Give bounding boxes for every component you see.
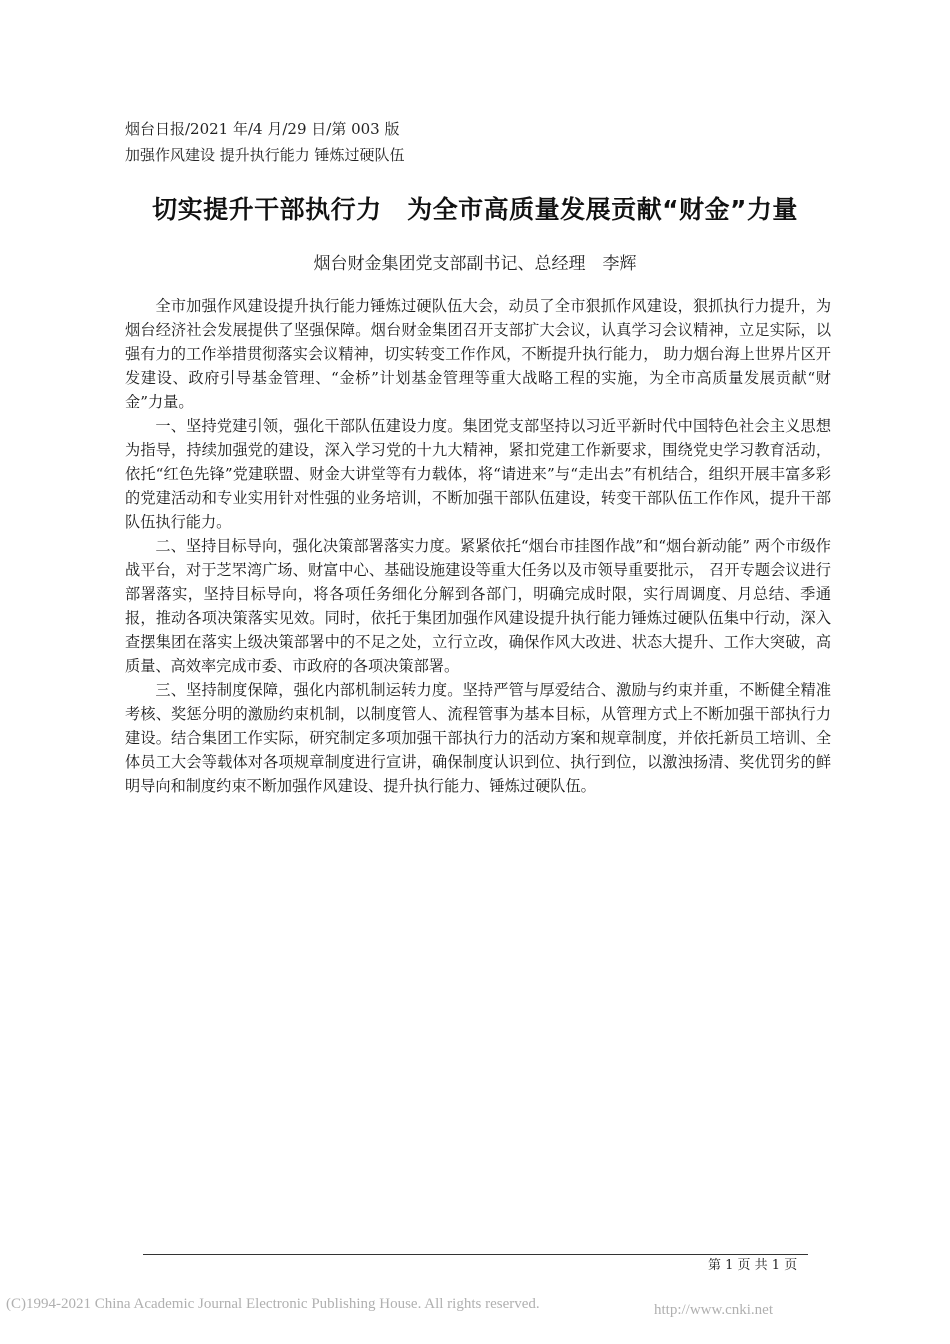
copyright-watermark: (C)1994-2021 China Academic Journal Electronic Publishing House. All rights reserved. — [6, 1296, 540, 1312]
article-title: 切实提升干部执行力 为全市高质量发展贡献“财金”力量 — [152, 195, 798, 224]
source-section-line: 加强作风建设 提升执行能力 锤炼过硬队伍 — [125, 146, 405, 164]
article-body — [125, 294, 831, 798]
article-author: 烟台财金集团党支部副书记、总经理 李辉 — [313, 254, 637, 274]
paragraph-institutional-guarantee: 三、坚持制度保障，强化内部机制运转力度。坚持严管与厚爱结合、激励与约束并重，不断健全精准考核、奖惩分明的激励约束机制，以制度管人、流程管事为基本目标，从管理方式上不断加强干部执行力建设。结合集团工作实际，研究制定多项加强干部执行力的活动方案和规章制度，并依托新员工培训、全体员工大会等载体对各项规章制度进行宣讲，确保制度认识到位、执行到位，以激浊扬清、奖优罚劣的鲜明导向和制度约束不断加强作风建设、提升执行能力、锤炼过硬队伍。 — [125, 681, 831, 795]
paragraph-intro: 全市加强作风建设提升执行能力锤炼过硬队伍大会，动员了全市狠抓作风建设，狠抓执行力提升，为烟台经济社会发展提供了坚强保障。烟台财金集团召开支部扩大会议，认真学习会议精神，立足实际，以强有力的工作举措贯彻落实会议精神，切实转变工作作风，不断提升执行能力， 助力烟台海上世界片区开发建设、政府引导基金管理、“金桥”计划基金管理等重大战略工程的实施，为全市高质量发展贡献“财金”力量。 — [125, 297, 831, 411]
paragraph-goal-orientation: 二、坚持目标导向，强化决策部署落实力度。紧紧依托“烟台市挂图作战”和“烟台新动能” 两个市级作战平台，对于芝罘湾广场、财富中心、基础设施建设等重大任务以及市领导重要批示， 召开专题会议进行部署落实，坚持目标导向，将各项任务细化分解到各部门，明确完成时限，实行周调度、月总结、季通报，推动各项决策落实见效。同时，依托于集团加强作风建设提升执行能力锤炼过硬队伍集中行动，深入查摆集团在落实上级决策部署中的不足之处，立行立改，确保作风大改进、状态大提升、工作大突破，高质量、高效率完成市委、市政府的各项决策部署。 — [125, 537, 831, 675]
paragraph-party-building: 一、坚持党建引领，强化干部队伍建设力度。集团党支部坚持以习近平新时代中国特色社会主义思想为指导，持续加强党的建设，深入学习党的十九大精神，紧扣党建工作新要求，围绕党史学习教育活动，依托“红色先锋”党建联盟、财金大讲堂等有力载体，将“请进来”与“走出去”有机结合，组织开展丰富多彩的党建活动和专业实用针对性强的业务培训，不断加强干部队伍建设，转变干部队伍工作作风，提升干部队伍执行能力。 — [125, 417, 831, 531]
cnki-url-watermark: http://www.cnki.net — [654, 1302, 774, 1318]
source-info — [125, 116, 405, 168]
source-publication-line: 烟台日报/2021 年/4 月/29 日/第 003 版 — [125, 120, 400, 138]
page-number: 第 1 页 共 1 页 — [708, 1258, 798, 1273]
